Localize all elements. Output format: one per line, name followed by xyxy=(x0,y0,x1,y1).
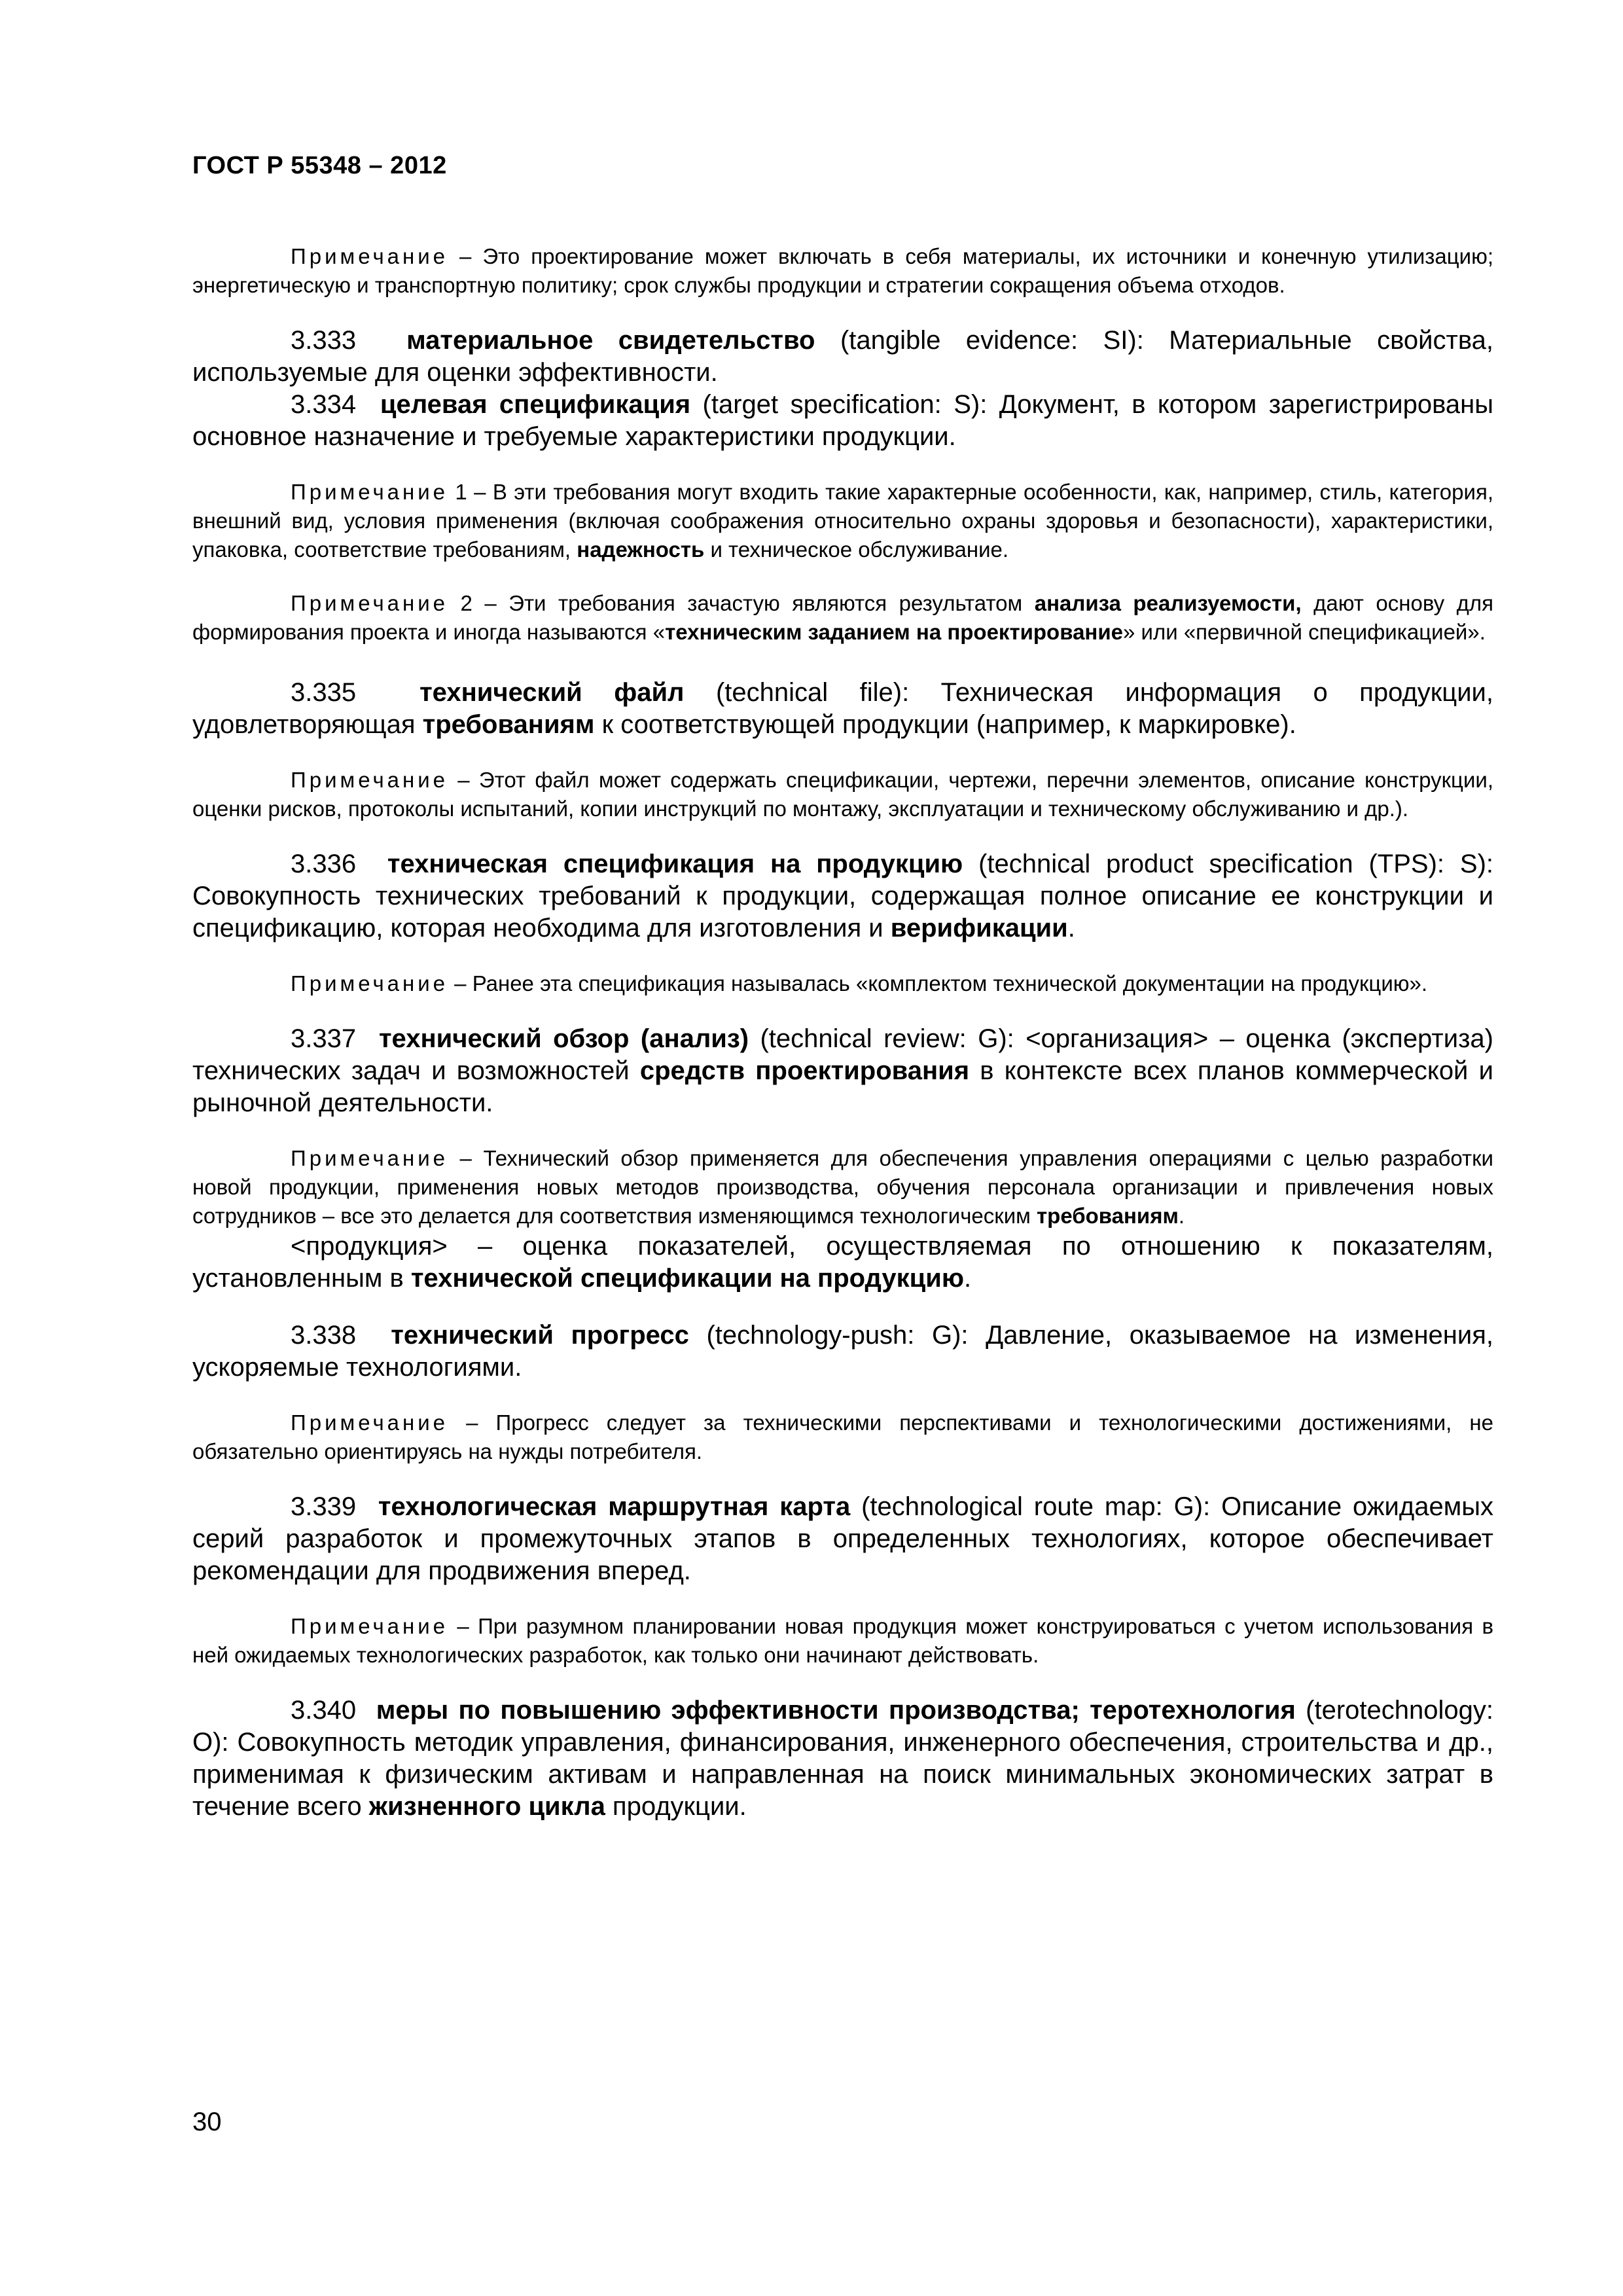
note-label: Примечание xyxy=(291,1410,449,1435)
note-paragraph xyxy=(192,1144,1493,1230)
term-title: технический файл xyxy=(419,678,685,707)
term-title: технический обзор (анализ) xyxy=(378,1024,749,1053)
term-definition: <продукция> – оценка показателей, осуществляемая по отношению к показателям, установленным в xyxy=(192,1232,1493,1293)
page-header-standard: ГОСТ Р 55348 – 2012 xyxy=(192,152,447,179)
note-label: Примечание xyxy=(291,768,449,792)
term-bold-ref: средств проектирования xyxy=(639,1056,970,1085)
page-number: 30 xyxy=(192,2108,222,2136)
term-bold-ref: жизненного цикла xyxy=(368,1792,605,1821)
term-definition: к соответствующей продукции (например, к маркировке). xyxy=(594,710,1296,739)
note-label: Примечание xyxy=(291,591,449,615)
note-text: – Этот файл может содержать спецификации, чертежи, перечни элементов, описание конструкции, оценки рисков, протоколы испытаний, копии инструкций по монтажу, эксплуатации и техническому обслуживанию и др.). xyxy=(192,768,1493,821)
note-text: – При разумном планировании новая продукция может конструироваться с учетом использования в ней ожидаемых технологических разработок, как только они начинают действовать. xyxy=(192,1614,1493,1667)
term-number: 3.340 xyxy=(291,1696,357,1725)
note-bold-term: анализа реализуемости, xyxy=(1034,591,1302,615)
term-definition: (tangible evidence: SI): Материальные свойства, используемые для оценки эффективности. xyxy=(192,326,1493,387)
term-title: материальное свидетельство xyxy=(406,326,815,355)
note-paragraph xyxy=(192,589,1493,647)
note-text: – Ранее эта спецификация называлась «комплектом технической документации на продукцию». xyxy=(448,971,1428,996)
note-paragraph xyxy=(192,1408,1493,1466)
term-definition: (technical file): Техническая информация о продукции, удовлетворяющая xyxy=(192,678,1493,739)
term-definition: (technology-push: G): Давление, оказываемое на изменения, ускоряемые технологиями. xyxy=(192,1321,1493,1382)
term-title: технический прогресс xyxy=(391,1321,689,1350)
term-definition: в контексте всех планов коммерческой и рыночной деятельности. xyxy=(192,1056,1493,1117)
note-bold-term: требованиям xyxy=(1037,1204,1179,1228)
note-text: 1 – В эти требования могут входить такие характерные особенности, как, например, стиль, категория, внешний вид, условия применения (включая соображения относительно охраны здоровья и безопасности), характеристики, упаковка, соответствие требованиям, xyxy=(192,480,1493,562)
term-bold-ref: технической спецификации на продукцию xyxy=(410,1264,965,1293)
note-bold-term: техническим заданием на проектирование xyxy=(665,620,1123,644)
term-bold-ref: верификации xyxy=(890,914,1068,942)
term-definition: . xyxy=(1067,914,1075,942)
note-text: дают основу для формирования проекта и иногда называются « xyxy=(192,591,1494,644)
term-3-335 xyxy=(192,677,1493,741)
term-number: 3.338 xyxy=(291,1321,357,1350)
note-text: » или «первичной спецификацией». xyxy=(1123,620,1486,644)
note-label: Примечание xyxy=(291,1614,449,1638)
note-text: – Прогресс следует за техническими перспективами и технологическими достижениями, не обязательно ориентируясь на нужды потребителя. xyxy=(192,1410,1493,1463)
note-label: Примечание xyxy=(291,480,449,504)
term-number: 3.337 xyxy=(291,1024,357,1053)
term-3-333 xyxy=(192,325,1493,389)
term-number: 3.336 xyxy=(291,850,357,878)
note-paragraph xyxy=(192,242,1493,300)
note-paragraph xyxy=(192,1612,1493,1670)
note-label: Примечание xyxy=(291,971,449,996)
note-text: . xyxy=(1178,1204,1185,1228)
note-paragraph xyxy=(192,766,1493,823)
term-definition: (technical review: G): <организация> – оценка (экспертиза) технических задач и возможностей xyxy=(192,1024,1493,1085)
term-3-340 xyxy=(192,1695,1493,1823)
term-definition: (technical product specification (TPS): S): Совокупность технических требований к продукции, содержащая полное описание ее конструкции и спецификацию, которая необходима для изготовления и xyxy=(192,850,1493,942)
term-3-337-product xyxy=(192,1230,1493,1295)
term-number: 3.333 xyxy=(291,326,357,355)
note-text: 2 – Эти требования зачастую являются результатом xyxy=(448,591,1035,615)
note-text: и техническое обслуживание. xyxy=(704,537,1009,562)
term-number: 3.334 xyxy=(291,390,357,419)
term-title: целевая спецификация xyxy=(380,390,691,419)
note-label: Примечание xyxy=(291,244,449,268)
term-definition: продукции. xyxy=(605,1792,747,1821)
term-definition: . xyxy=(964,1264,972,1293)
term-3-338 xyxy=(192,1319,1493,1384)
page-content xyxy=(192,242,1493,1823)
term-title: техническая спецификация на продукцию xyxy=(387,850,963,878)
note-text: – Это проектирование может включать в себя материалы, их источники и конечную утилизацию; энергетическую и транспортную политику; срок службы продукции и стратегии сокращения объема отходов. xyxy=(192,244,1493,297)
term-title: технологическая маршрутная карта xyxy=(378,1492,851,1521)
term-3-336 xyxy=(192,848,1493,944)
term-definition: (technological route map: G): Описание ожидаемых серий разработок и промежуточных этапов в определенных технологиях, которое обеспечивает рекомендации для продвижения вперед. xyxy=(192,1492,1493,1585)
term-number: 3.335 xyxy=(291,678,357,707)
term-3-339 xyxy=(192,1491,1493,1587)
term-definition: (target specification: S): Документ, в котором зарегистрированы основное назначение и требуемые характеристики продукции. xyxy=(192,390,1494,451)
note-label: Примечание xyxy=(291,1146,449,1170)
term-number: 3.339 xyxy=(291,1492,357,1521)
term-3-334 xyxy=(192,389,1493,453)
note-bold-term: надежность xyxy=(577,537,705,562)
term-definition: (terotechnology: O): Совокупность методик управления, финансирования, инженерного обеспечения, строительства и др., применимая к физическим активам и направленная на поиск минимальных экономических затрат в течение всего xyxy=(192,1696,1493,1821)
term-3-337 xyxy=(192,1023,1493,1119)
note-text: – Технический обзор применяется для обеспечения управления операциями с целью разработки новой продукции, применения новых методов производства, обучения персонала организации и привлечения новых сотрудников – все это делается для соответствия изменяющимся технологическим xyxy=(192,1146,1493,1228)
term-title: меры по повышению эффективности производства; теротехнология xyxy=(376,1696,1296,1725)
note-paragraph xyxy=(192,969,1493,998)
note-paragraph xyxy=(192,478,1493,564)
term-bold-ref: требованиям xyxy=(422,710,595,739)
